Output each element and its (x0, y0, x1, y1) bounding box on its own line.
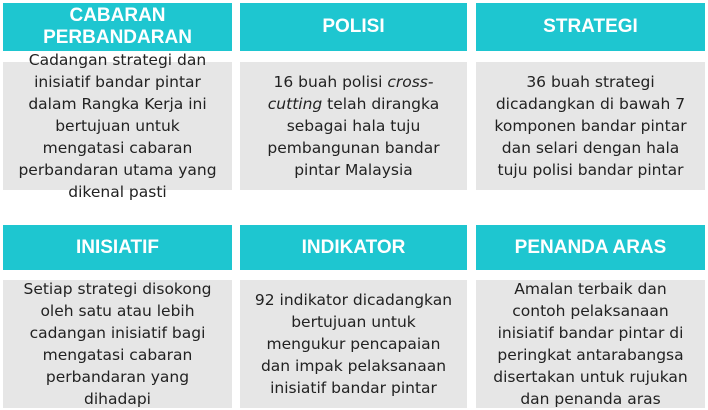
card-header (240, 3, 467, 51)
card-title: INDIKATOR (301, 236, 406, 258)
card-text-after: telah dirangka sebagai hala tuju pembangunan bandar pintar Malaysia (267, 95, 440, 179)
card-indikator (240, 225, 467, 408)
card-text: Cadangan strategi dan inisiatif bandar pintar dalam Rangka Kerja ini bertujuan untuk mengatasi cabaran perbandaran utama yang dikenal pasti (18, 51, 217, 201)
card-title: CABARAN PERBANDARAN (43, 5, 192, 48)
card-polisi (240, 3, 467, 190)
card-body (3, 51, 232, 201)
card-body (476, 280, 705, 408)
card-header (476, 3, 705, 51)
card-title: STRATEGI (543, 16, 638, 37)
card-text: 92 indikator dicadangkan bertujuan untuk mengukur pencapaian dan impak pelaksanaan inisiatif bandar pintar (254, 291, 453, 397)
card-text-italic: cross-cutting (267, 73, 434, 113)
card-text-before: 16 buah polisi (273, 73, 388, 91)
card-header (3, 225, 232, 270)
card-text: Amalan terbaik dan contoh pelaksanaan inisiatif bandar pintar di peringkat antarabangsa disertakan untuk rujukan dan penanda aras (493, 280, 688, 408)
card-header (476, 225, 705, 270)
card-body (240, 280, 467, 408)
card-penanda-aras (476, 225, 705, 408)
card-text: Setiap strategi disokong oleh satu atau lebih cadangan inisiatif bagi mengatasi cabaran perbandaran yang dihadapi (23, 280, 212, 408)
card-cabaran-perbandaran (3, 3, 232, 201)
card-title: POLISI (322, 16, 385, 37)
card-body (476, 62, 705, 190)
card-header (3, 3, 232, 51)
card-body (240, 62, 467, 190)
card-body (3, 280, 232, 408)
card-title: PENANDA ARAS (514, 236, 667, 258)
card-text (250, 71, 457, 181)
card-inisiatif (3, 225, 232, 408)
card-title: INISIATIF (75, 236, 160, 258)
card-header (240, 225, 467, 270)
card-strategi (476, 3, 705, 190)
card-text: 36 buah strategi dicadangkan di bawah 7 komponen bandar pintar dan selari dengan hala tuju polisi bandar pintar (494, 73, 687, 179)
